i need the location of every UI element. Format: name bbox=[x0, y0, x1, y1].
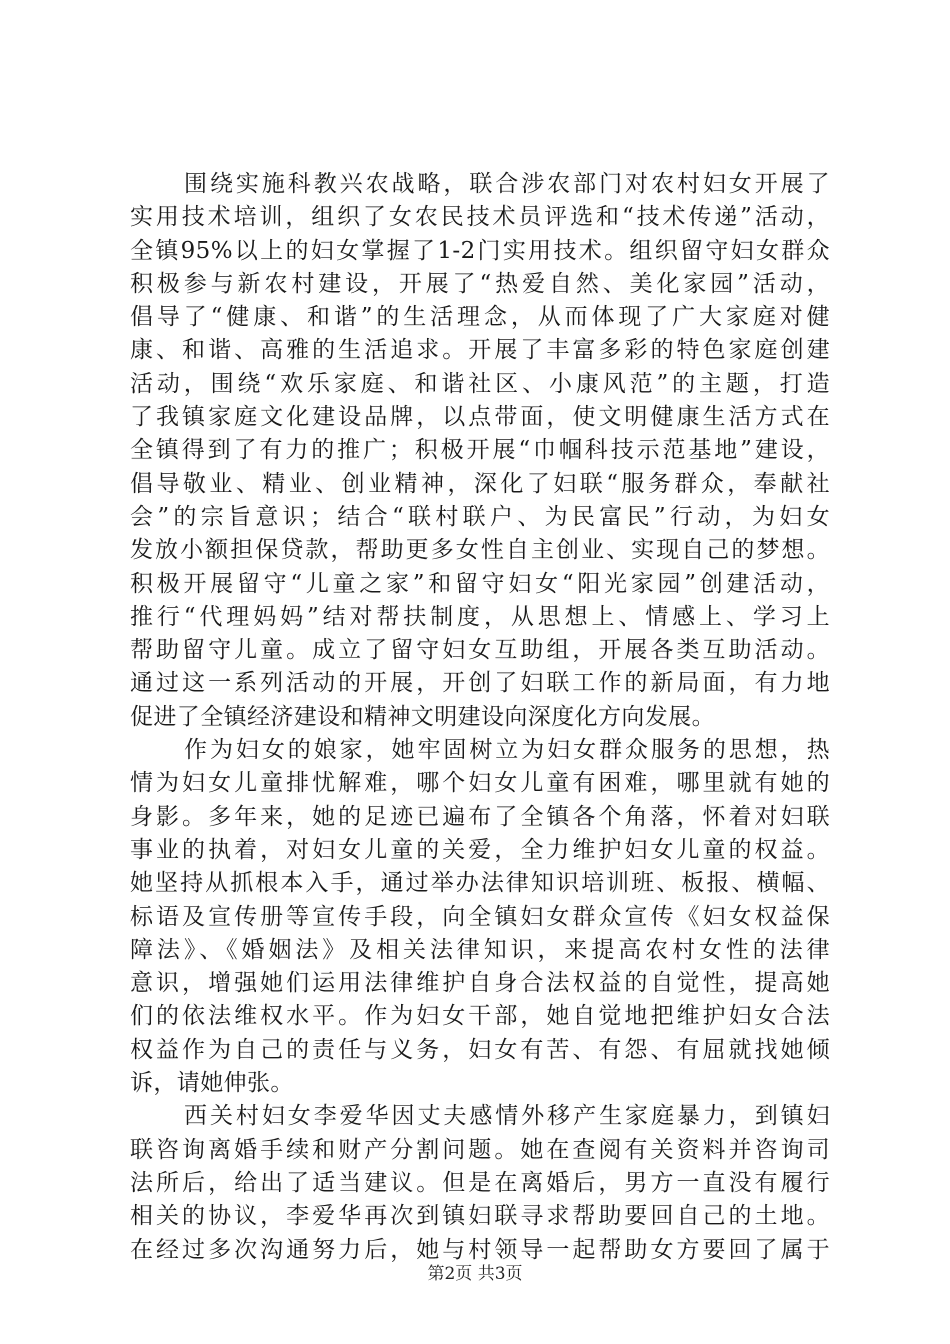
text-line: 了我镇家庭文化建设品牌，以点带面，使文明健康生活方式在 bbox=[130, 404, 830, 431]
text-line: 全镇95%以上的妇女掌握了1-2门实用技术。组织留守妇女群众 bbox=[130, 237, 830, 264]
text-line: 诉，请她伸张。 bbox=[130, 1070, 294, 1097]
text-line: 在经过多次沟通努力后，她与村领导一起帮助女方要回了属于 bbox=[130, 1236, 830, 1263]
text-line: 意识，增强她们运用法律维护自身合法权益的自觉性，提高她 bbox=[130, 970, 830, 997]
text-line: 联咨询离婚手续和财产分割问题。她在查阅有关资料并咨询司 bbox=[130, 1136, 830, 1163]
text-line: 倡导了“健康、和谐”的生活理念，从而体现了广大家庭对健 bbox=[130, 304, 830, 331]
page-footer bbox=[0, 1262, 950, 1286]
text-line: 相关的协议，李爱华再次到镇妇联寻求帮助要回自己的土地。 bbox=[130, 1203, 830, 1230]
text-line: 权益作为自己的责任与义务，妇女有苦、有怨、有屈就找她倾 bbox=[130, 1036, 830, 1063]
text-line: 们的依法维权水平。作为妇女干部，她自觉地把维护妇女合法 bbox=[130, 1003, 830, 1030]
text-line: 标语及宣传册等宣传手段，向全镇妇女群众宣传《妇女权益保 bbox=[130, 903, 830, 930]
text-line: 帮助留守儿童。成立了留守妇女互助组，开展各类互助活动。 bbox=[130, 637, 830, 664]
text-line: 会”的宗旨意识；结合“联村联户、为民富民”行动，为妇女 bbox=[130, 503, 830, 530]
text-line: 积极参与新农村建设，开展了“热爱自然、美化家园”活动， bbox=[130, 270, 830, 297]
text-line: 发放小额担保贷款，帮助更多女性自主创业、实现自己的梦想。 bbox=[130, 537, 830, 564]
text-line: 积极开展留守“儿童之家”和留守妇女“阳光家园”创建活动， bbox=[130, 570, 830, 597]
text-line: 推行“代理妈妈”结对帮扶制度，从思想上、情感上、学习上 bbox=[130, 603, 830, 630]
text-line: 通过这一系列活动的开展，开创了妇联工作的新局面，有力地 bbox=[130, 670, 830, 697]
text-line: 活动，围绕“欢乐家庭、和谐社区、小康风范”的主题，打造 bbox=[130, 370, 830, 397]
text-line: 她坚持从抓根本入手，通过举办法律知识培训班、板报、横幅、 bbox=[130, 870, 830, 897]
text-line: 情为妇女儿童排忧解难，哪个妇女儿童有困难，哪里就有她的 bbox=[130, 770, 830, 797]
text-line: 实用技术培训，组织了女农民技术员评选和“技术传递”活动， bbox=[130, 204, 830, 231]
text-line: 身影。多年来，她的足迹已遍布了全镇各个角落，怀着对妇联 bbox=[130, 803, 830, 830]
text-line: 促进了全镇经济建设和精神文明建设向深度化方向发展。 bbox=[130, 703, 715, 730]
document-body bbox=[130, 168, 830, 1267]
text-line: 作为妇女的娘家，她牢固树立为妇女群众服务的思想，热 bbox=[184, 737, 830, 764]
text-line: 西关村妇女李爱华因丈夫感情外移产生家庭暴力，到镇妇 bbox=[184, 1103, 830, 1130]
text-line: 全镇得到了有力的推广；积极开展“巾帼科技示范基地”建设， bbox=[130, 437, 830, 464]
text-line: 法所后，给出了适当建议。但是在离婚后，男方一直没有履行 bbox=[130, 1169, 830, 1196]
text-line: 围绕实施科教兴农战略，联合涉农部门对农村妇女开展了 bbox=[184, 171, 830, 197]
page-number: 第2页 共3页 bbox=[427, 1264, 523, 1284]
text-line: 康、和谐、高雅的生活追求。开展了丰富多彩的特色家庭创建 bbox=[130, 337, 830, 364]
text-line: 倡导敬业、精业、创业精神，深化了妇联“服务群众，奉献社 bbox=[130, 470, 830, 497]
text-line: 事业的执着，对妇女儿童的关爱，全力维护妇女儿童的权益。 bbox=[130, 836, 830, 863]
text-line: 障法》、《婚姻法》及相关法律知识，来提高农村女性的法律 bbox=[130, 936, 830, 963]
